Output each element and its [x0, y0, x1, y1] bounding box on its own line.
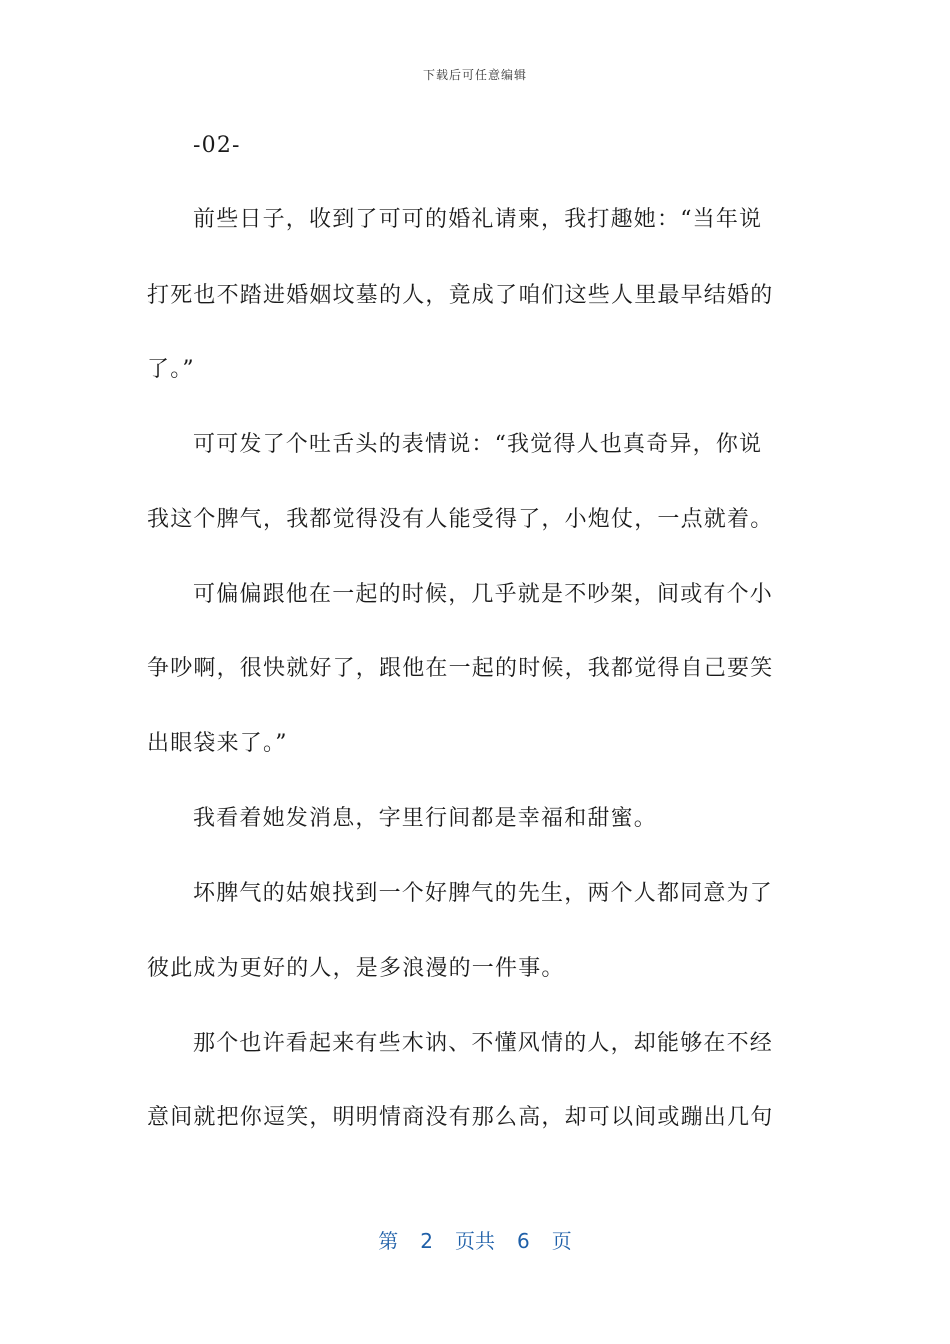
paragraph-line: 打死也不踏进婚姻坟墓的人，竟成了咱们这些人里最早结婚的	[147, 283, 774, 308]
paragraph-line: 前些日子，收到了可可的婚礼请柬，我打趣她：“当年说	[193, 207, 763, 232]
paragraph-line: 可偏偏跟他在一起的时候，几乎就是不吵架，间或有个小	[193, 582, 774, 607]
paragraph-line: 意间就把你逗笑，明明情商没有那么高，却可以间或蹦出几句	[147, 1105, 774, 1130]
paragraph-line: 争吵啊，很快就好了，跟他在一起的时候，我都觉得自己要笑	[147, 656, 774, 681]
current-page-number: 2	[420, 1229, 433, 1253]
paragraph-line: 可可发了个吐舌头的表情说：“我觉得人也真奇异，你说	[193, 432, 763, 457]
footer-suffix: 页	[551, 1229, 572, 1253]
footer-middle: 页共	[455, 1229, 495, 1253]
paragraph-line: 那个也许看起来有些木讷、不懂风情的人，却能够在不经	[193, 1031, 774, 1056]
section-number: -02-	[193, 133, 241, 158]
paragraph-line: 我这个脾气，我都觉得没有人能受得了，小炮仗，一点就着。	[147, 507, 774, 532]
total-pages-number: 6	[517, 1229, 530, 1253]
paragraph-line: 我看着她发消息，字里行间都是幸福和甜蜜。	[193, 806, 658, 831]
paragraph-line: 坏脾气的姑娘找到一个好脾气的先生，两个人都同意为了	[193, 881, 774, 906]
paragraph-line: 彼此成为更好的人，是多浪漫的一件事。	[147, 956, 565, 981]
header-note: 下载后可任意编辑	[422, 68, 527, 82]
page-footer	[0, 1225, 950, 1254]
footer-prefix: 第	[378, 1229, 399, 1253]
paragraph-line: 了。”	[147, 357, 195, 382]
paragraph-line: 出眼袋来了。”	[147, 731, 288, 756]
